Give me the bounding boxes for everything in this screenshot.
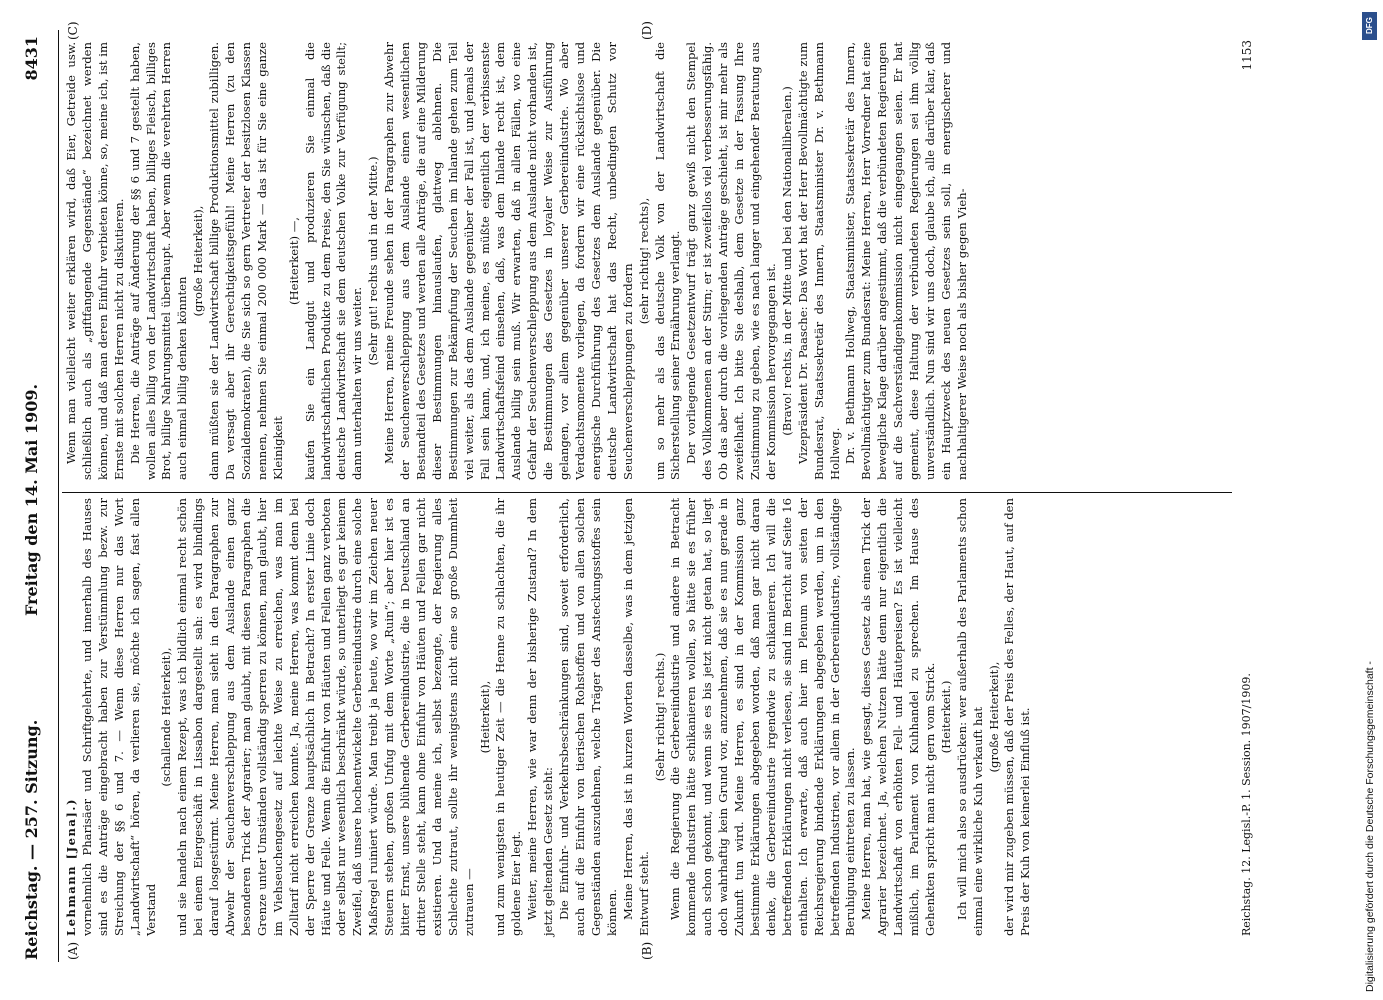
paragraph: Meine Herren, meine Freunde sehen in der Paragraphen zur Abwehr der Seuchenverschleppung aus dem Auslande einen wesentlichen Bestandteil des Gesetzes und werden alle Anträge, die auf eine Milderung dieser Bestimmungen hinauslaufen, glattweg ablehnen. Die Bestimmungen zur Bekämpfung der Seuchen im Inlande gehen zum Teil viel weiter, als das dem Auslande gegenüber der Fall ist, und jemals der Fall sein kann, und, ich meine, es müßte eigentlich der verbissenste Landwirtschaftsfeind einsehen, daß, was dem Inlande recht ist, dem Auslande billig sein muß. Wir erwarten, daß in allen Fällen, wo eine Gefahr der Seuchenverschleppung aus dem Auslande nicht vorhanden ist, die Bestimmungen des Gesetzes in loyaler Weise zur Ausführung gelangen, vor allem gegenüber unserer Gerbereiindustrie. Wo aber Verdachtsmomente vorliegen, da fordern wir eine rücksichtslose und energische Durchführung des Gesetzes dem Auslande gegenüber. Die deutsche Landwirtschaft hat das Recht, unbedingten Schutz vor Seuchenverschleppungen zu fordern	[382, 42, 635, 480]
interjection: (Heiterkeit.)	[938, 680, 953, 754]
dfg-side-note	[1362, 8, 1378, 992]
page-number: 8431	[22, 36, 41, 81]
paragraph: Dr. v. Bethmann Hollweg, Staatsminister, Staatssekretär des Innern, Bevollmächtigter zum Bundesrat: Meine Herren, Herr Vorredner hat eine bewegliche Klage darüber angestimmt, daß die verbündeten Regierungen auf die Sachverständigenkommission nicht eingegangen seien. Er hat gemeint, diese Haltung der verbündeten Regierungen sei ihm völlig unverständlich. Nun sind wir uns doch, glaube ich, alle darüber klar, daß ein Hauptzweck des neuen Gesetzes sein soll, in energischerer und nachhaltigerer Weise noch als bisher gegen Vieh-	[843, 42, 969, 480]
paragraph: und zum wenigsten in heutiger Zeit — die Henne zu schlachten, die ihr goldene Eier legt.	[493, 498, 524, 936]
paragraph: Der vorliegende Gesetzentwurf trägt ganz gewiß nicht den Stempel des Vollkommenen an der Stirn; er ist zweifellos viel verbesserungsfähig. Ob das aber durch die vorliegenden Anträge geschieht, ist mir mehr als zweifelhaft. Ich bitte Sie deshalb, dem Gesetze in der Fassung Ihre Zustimmung zu geben, wie es nach langer und eingehender Beratung aus der Kommission hervorgegangen ist.	[684, 42, 778, 480]
interjection: (Sehr gut! rechts und in der Mitte.)	[366, 156, 381, 366]
column-divider	[62, 492, 1232, 493]
paragraph: Ich will mich also so ausdrücken: wer außerhalb des Parlaments schon einmal eine wirkliche Kuh verkauft hat	[954, 498, 985, 936]
footer-session-info: Reichstag. 12. Legisl.-P. 1. Session. 1907/1909.	[1240, 673, 1253, 936]
interjection: (Heiterkeit) —,	[286, 217, 301, 306]
paragraph: vornehmlich Pharisäer und Schriftgelehrte, und innerhalb des Hauses sind es die Anträge eingebracht haben zur Verstümmlung bezw. zur Streichung der §§ 6 und 7. — Wenn diese Herren nur das Wort „Landwirtschaft“ hören, da verlieren sie, möchte ich sagen, fast allen Verstand	[79, 498, 158, 936]
interjection: (Bravo! rechts, in der Mitte und bei den Nationalliberalen.)	[779, 86, 794, 436]
paragraph: und sie handeln nach einem Rezept, was ich bildlich einmal recht schön bei einem Eiergeschäft in Lissabon dargestellt sah: es wird blindlings darauf losgestürmt. Meine Herren, man sieht in den Paragraphen zur Abwehr der Seuchenverschleppung aus dem Auslande einen ganz besonderen Trick der Agrarier; man glaubt, mit diesen Paragraphen die Grenze unter Umständen vollständig sperren zu können, man glaubt, hier im Viehseuchengesetz auf leichte Weise zu erreichen, was man im Zolltarif nicht erreichen konnte. Ja, meine Herren, was kommt denn bei der Sperre der Grenze hauptsächlich in Betracht? In erster Linie doch Häute und Felle. Wenn die Einfuhr von Häuten und Fellen ganz verboten oder selbst nur wesentlich beschränkt würde, so unterliegt es gar keinem Zweifel, daß unsere hochentwickelte Gerbereiindustrie durch eine solche Maßregel ruiniert würde. Man treibt ja heute, wo wir im Zeichen neuer Steuern stehen, großen Unfug mit dem Worte „Ruin“; aber hier ist es bitter Ernst, unsere blühende Gerbereiindustrie, die in Deutschland an dritter Stelle steht, kann ohne Einfuhr von Häuten und Fellen gar nicht existieren. Und da meine ich, selbst bezengte, der Regierung alles Schlechte zutraut, sollte ihr wenigstens nicht eine so große Dummheit zutrauen —	[175, 498, 476, 936]
left-text-column	[64, 498, 1034, 936]
paragraph: Wenn die Regierung die Gerbereiindustrie und andere in Betracht kommende Industrien hätte schikanieren wollen, so hätte sie es früher auch schon gekonnt, und wenn sie es bis jetzt nicht getan hat, so liegt doch wahrhaftig kein Grund vor, anzunehmen, daß sie es nun gerade in Zukunft tun wird. Meine Herren, es sind in der Kommission ganz bestimmte Erklärungen abgegeben worden, daß man gar nicht daran denke, die Gerbereiindustrie irgendwie zu schikanieren. Ich will die betreffenden Erklärungen nicht verlesen, sie sind im Bericht auf Seite 16 enthalten. Ich erwarte, daß auch hier im Plenum von seiten der Reichsregierung bindende Erklärungen abgegeben werden, um in den betreffenden Industrien, vor allem in der Gerbereiindustrie, vollständige Beruhigung eintreten zu lassen.	[668, 498, 858, 936]
interjection: (große Heiterkeit),	[191, 205, 206, 317]
paragraph: Die Herren, die Anträge auf Änderung der §§ 6 und 7 gestellt haben, wollen alles billig von der Landwirtschaft haben, billiges Fleisch, billiges Brot, billige Nahrungsmittel überhaupt. Aber wenn die verehrten Herren auch einmal billig denken könnten	[127, 42, 190, 480]
quoted-law-text: Die Einfuhr- und Verkehrsbeschränkungen sind, soweit erforderlich, auch auf die Einfuhr von tierischen Rohstoffen und von allen solchen Gegenständen auszudehnen, welche Träger des Ansteckungsstoffes sein können.	[557, 498, 619, 936]
paragraph: der wird mir zugeben müssen, daß der Preis des Felles, der Haut, auf den Preis der Kuh von keinerlei Einfluß ist.	[1002, 498, 1033, 936]
paragraph: Wenn man vielleicht weiter erklären wird, daß Eier, Getreide usw. schließlich auch als „giftfangende Gegenstände“ bezeichnet werden können, und daß man deren Einfuhr verbieten könne, so, meine ich, ist im Ernste mit solchen Herren nicht zu diskutieren.	[64, 42, 126, 480]
margin-mark-b: (B)	[640, 941, 654, 960]
header-left: Reichstag. — 257. Sitzung.	[22, 719, 41, 960]
right-text-column	[64, 42, 971, 480]
interjection: (sehr richtig! rechts),	[636, 197, 651, 325]
paragraph: dann müßten sie der Landwirtschaft billige Produktionsmittel zubilligen. Da versagt aber ihr Gerechtigkeitsgefühl! Meine Herren (zu den Sozialdemokraten), die Sie sich so gern Vertreter der besitzlosen Klassen nennen, nehmen Sie einmal 200 000 Mark — das ist für Sie eine ganze Kleinigkeit	[207, 42, 285, 480]
interjection: (große Heiterkeit),	[986, 661, 1001, 773]
margin-mark-c: (C)	[66, 21, 80, 40]
paragraph: Meine Herren, man hat, wie gesagt, dieses Gesetz als einen Trick der Agrarier bezeichnet. Ja, welchen Nutzen hätte denn nur eigentlich die Landwirtschaft von erhöhten Fell- und Häutepreisen? Es ist vielleicht mißlich, im Parlament von Kuhhandel zu sprechen. Im Hause des Gehenkten spricht man nicht gern vom Strick.	[859, 498, 937, 936]
paragraph: Meine Herren, das ist in kurzen Worten dasselbe, was in dem jetzigen Entwurf steht.	[620, 498, 651, 936]
margin-mark-d: (D)	[640, 21, 654, 40]
interjection: (schallende Heiterkeit),	[159, 647, 174, 787]
interjection: (Sehr richtig! rechts.)	[652, 652, 667, 782]
dfg-funding-note: Digitalisierung gefördert durch die Deutsche Forschungsgemeinschaft -	[1364, 661, 1376, 992]
margin-mark-a: (A)	[66, 941, 80, 960]
speaker-name: Lehmann [Jena].)	[64, 798, 78, 936]
paragraph: Weiter, meine Herren, wie war denn der bisherige Zustand? In dem jetzt geltenden Gesetz steht:	[525, 498, 556, 936]
header-date: Freitag den 14. Mai 1909.	[22, 383, 41, 617]
paragraph: Vizepräsident Dr. Paasche: Das Wort hat der Herr Bevollmächtigte zum Bundesrat, Staatssekretär des Innern, Staatsminister Dr. v. Bethmann Hollweg.	[795, 42, 842, 480]
dfg-logo: DFG	[1362, 12, 1377, 40]
paragraph: um so mehr als das deutsche Volk von der Landwirtschaft die Sicherstellung seiner Ernährung verlangt.	[652, 42, 683, 480]
paragraph: kaufen Sie ein Landgut und produzieren Sie einmal die landwirtschaftlichen Produkte zu dem Preise, den Sie wünschen, daß die deutsche Landwirtschaft sie dem deutschen Volke zur Verfügung stellt; dann unterhalten wir uns weiter.	[302, 42, 365, 480]
header-rule	[58, 30, 59, 962]
footer-page-number: 1153	[1240, 40, 1254, 71]
interjection: (Heiterkeit),	[477, 680, 492, 754]
